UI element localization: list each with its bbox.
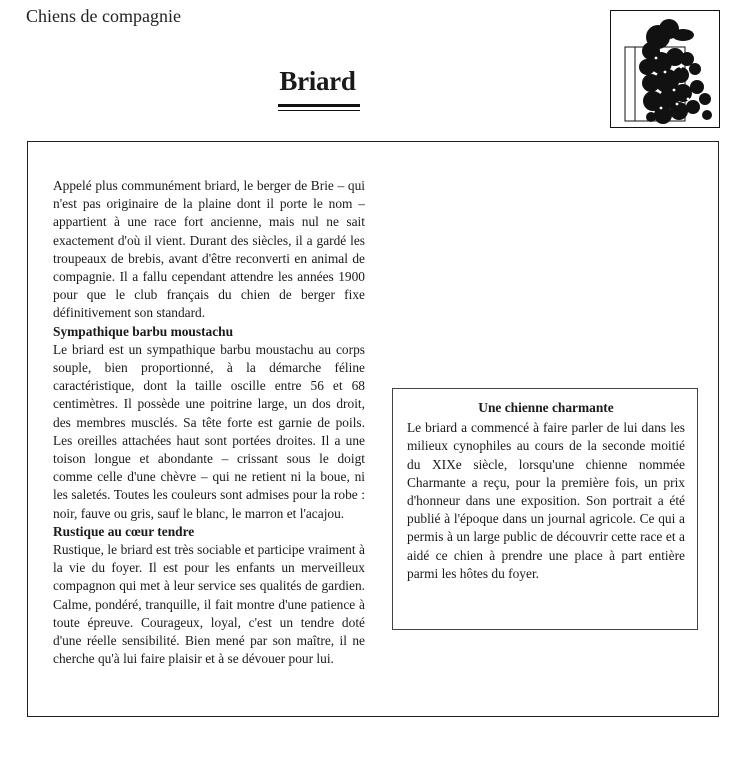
page-title: Briard <box>279 66 356 96</box>
sidebar-title: Une chienne charmante <box>478 400 614 415</box>
category-label: Chiens de compagnie <box>26 6 181 26</box>
sidebar-box <box>392 388 698 630</box>
article-column-left <box>53 177 365 668</box>
title-underline-thick <box>278 104 360 107</box>
poodle-silhouette-icon <box>611 11 719 127</box>
title-underline-thin <box>278 110 360 111</box>
section-body-rustique: Rustique, le briard est très sociable et participe vraiment à la vie du foyer. Il est pour les enfants un merveilleux compagnon qui met à leur service ses qualités de gardien. Calme, pondéré, tranquille, il fait montre d'une patience à toute épreuve. Courageux, loyal, c'est un tendre doté d'une réelle sensibilité. Bien mené par son maître, il ne cherche qu'à lui faire plaisir et à se dévouer pour lui. <box>53 542 365 667</box>
section-heading-sympathique: Sympathique barbu moustachu <box>53 323 234 339</box>
category-logo <box>610 10 720 128</box>
section-body-sympathique: Le briard est un sympathique barbu moustachu au corps souple, bien proportionné, à la démarche féline caractéristique, dont la taille oscille entre 56 et 68 centimètres. Il possède une poitrine large, un dos droit, des membres musclés. Sa tête forte est garnie de poils. Les oreilles attachées haut sont portées droites. Il a une toison longue et abondante – crissant sous le doigt comme celle d'une chèvre – qui ne retient ni la boue, ni les saletés. Toutes les couleurs sont admises pour la robe : noir, fauve ou gris, sauf le blanc, le marron et l'acajou. <box>53 341 365 521</box>
section-heading-rustique: Rustique au cœur tendre <box>53 523 195 539</box>
sidebar-text: Le briard a commencé à faire parler de lui dans les milieux cynophiles au cours de la seconde moitié du XIXe siècle, lorsqu'une chienne nommée Charmante a reçu, pour la première fois, un prix d'honneur dans une exposition. Son portrait a été publié à l'époque dans un journal agricole. Ce qui a permis à un large public de découvrir cette race et a aidé ce chien à prendre une place à part entière parmi les hôtes du foyer. <box>407 420 685 581</box>
article-intro: Appelé plus communément briard, le berger de Brie – qui n'est pas originaire de la plaine dont il porte le nom – appartient à une race fort ancienne, mais nul ne sait exactement d'où il vient. Durant des siècles, il a gardé les troupeaux de brebis, avant d'être reconverti en animal de compagnie. Il a fallu cependant attendre les années 1900 pour que le club français du chien de berger fixe définitivement son standard. <box>53 178 365 321</box>
